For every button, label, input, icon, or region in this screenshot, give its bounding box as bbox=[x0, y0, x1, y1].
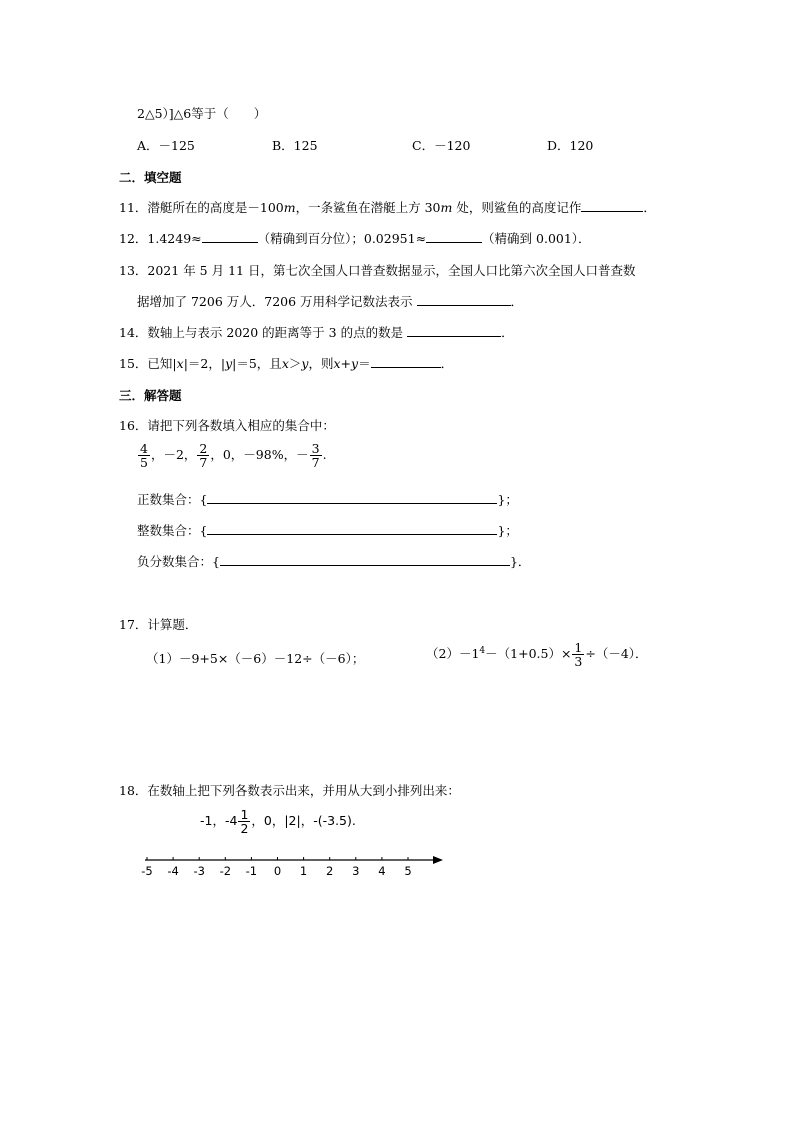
q15-var-y: y bbox=[225, 356, 233, 371]
q11-end: ． bbox=[643, 200, 656, 215]
q13-line1: 13．2021 年 5 月 11 日，第七次全国人口普查数据显示，全国人口比第六次全国人口普查数 bbox=[119, 263, 636, 278]
q16-integer-set bbox=[137, 521, 518, 539]
q16-f1-num: 4 bbox=[140, 441, 148, 456]
q13-answer-blank[interactable] bbox=[417, 292, 511, 306]
q13-end: ． bbox=[510, 294, 524, 309]
q12 bbox=[119, 229, 591, 247]
number-line-tick-label: 5 bbox=[404, 864, 412, 878]
q17-part2 bbox=[426, 641, 648, 668]
q12-text-c: （精确到 0.001）． bbox=[482, 231, 591, 246]
q14-text: 14．数轴上与表示 2020 的距离等于 3 的点的数是 bbox=[119, 325, 404, 340]
number-line-tick-label: 4 bbox=[378, 864, 386, 878]
q12-answer-blank-1[interactable] bbox=[202, 229, 258, 243]
q15-var-y3: y bbox=[351, 356, 359, 371]
number-line-tick-label: -1 bbox=[245, 864, 258, 878]
q16-integer-blank[interactable] bbox=[207, 521, 497, 535]
number-line-tick-label: 1 bbox=[299, 864, 308, 878]
number-line-tick-label: -3 bbox=[193, 864, 205, 878]
q15-eq: ＝ bbox=[358, 356, 371, 371]
number-line-tick-label: 2 bbox=[326, 864, 334, 878]
number-line-arrow-icon bbox=[433, 856, 443, 864]
q15-plus: + bbox=[340, 356, 352, 371]
q11 bbox=[119, 198, 656, 216]
q18-numbers bbox=[200, 808, 356, 835]
q17-p2-text-c: ÷（－4）． bbox=[585, 646, 648, 662]
q16-negative-fraction-close: }． bbox=[509, 554, 531, 569]
q14-end: ． bbox=[501, 325, 514, 340]
q16-sep-3: . bbox=[322, 447, 327, 463]
q11-unit-m2: m bbox=[440, 200, 453, 215]
q16-negative-fraction-set bbox=[137, 552, 530, 570]
number-line-tick-label: 3 bbox=[352, 864, 360, 878]
q12-text-b: （精确到百分位）；0.02951≈ bbox=[257, 231, 427, 246]
q14 bbox=[119, 323, 514, 341]
q16-numbers bbox=[137, 442, 327, 469]
q17-p2-text-a: （2）－1 bbox=[426, 646, 480, 662]
q17-prompt: 17．计算题． bbox=[119, 617, 198, 632]
q17-p2-fraction-1-3 bbox=[572, 641, 584, 668]
q18-frac-num: 1 bbox=[240, 807, 249, 822]
q16-f2-den: 7 bbox=[199, 455, 208, 471]
q14-answer-blank[interactable] bbox=[407, 323, 501, 337]
q12-answer-blank-2[interactable] bbox=[426, 229, 482, 243]
q17-p2-den: 3 bbox=[574, 654, 583, 670]
q15-text-d: ，则 bbox=[308, 356, 334, 371]
q16-positive-label: 正数集合：{ bbox=[137, 492, 208, 507]
q16-f1-den: 5 bbox=[140, 455, 148, 471]
q16-sep-1: ，－2， bbox=[150, 447, 197, 463]
number-line-tick-label: -2 bbox=[219, 864, 232, 878]
q16-sep-2: ，0，－98%，－ bbox=[210, 447, 309, 463]
q16-positive-blank[interactable] bbox=[207, 490, 497, 504]
q16-fraction-2-7 bbox=[197, 442, 209, 469]
number-line-tick-label: -4 bbox=[167, 864, 179, 878]
q13-text: 据增加了 7206 万人．7206 万用科学记数法表示 bbox=[137, 294, 413, 309]
q15-var-y2: y bbox=[301, 356, 309, 371]
q16-fraction-3-7 bbox=[310, 442, 322, 469]
q16-fraction-4-5 bbox=[138, 442, 150, 469]
q11-text-b: ，一条鲨鱼在潜艇上方 30 bbox=[295, 200, 441, 215]
number-line-tick-label: 0 bbox=[273, 864, 282, 878]
q16-integer-close: }； bbox=[497, 523, 518, 538]
q18-prompt: 18．在数轴上把下列各数表示出来，并用从大到小排列出来： bbox=[119, 783, 460, 798]
q10-option-c: C．－120 bbox=[412, 138, 471, 153]
q12-text-a: 12．1.4249≈ bbox=[119, 231, 202, 246]
q11-answer-blank[interactable] bbox=[581, 198, 643, 212]
q16-negative-fraction-label: 负分数集合：{ bbox=[137, 554, 220, 569]
q17-p2-num: 1 bbox=[574, 640, 583, 655]
q15 bbox=[119, 354, 453, 372]
q15-text-b: |＝2，| bbox=[183, 356, 226, 371]
q10-option-d: D．120 bbox=[547, 138, 594, 153]
q18-fraction-1-2 bbox=[238, 808, 250, 835]
q16-integer-label: 整数集合：{ bbox=[137, 523, 208, 538]
q15-var-x: x bbox=[176, 356, 184, 371]
q17-p2-text-b: －（1+0.5）× bbox=[485, 646, 572, 662]
q10-tail: 2△5）]△6等于（ ） bbox=[137, 106, 267, 121]
q15-var-x2: x bbox=[281, 356, 289, 371]
q17-part1: （1）－9+5×（－6）－12÷（－6）； bbox=[146, 651, 365, 666]
q16-f3-num: 3 bbox=[311, 441, 320, 456]
q18-frac-den: 2 bbox=[240, 821, 249, 837]
q11-text-a: 11．潜艇所在的高度是－100 bbox=[119, 200, 284, 215]
q15-var-x3: x bbox=[333, 356, 341, 371]
q18-text-b: ，0，|2|，-(-3.5). bbox=[251, 813, 356, 829]
q16-f3-den: 7 bbox=[311, 455, 320, 471]
q17-p2-exponent: 4 bbox=[479, 645, 486, 656]
q16-positive-close: }； bbox=[497, 492, 518, 507]
number-line-tick-label: -5 bbox=[141, 864, 153, 878]
q10-option-a: A．－125 bbox=[137, 138, 195, 153]
q10-option-b: B．125 bbox=[272, 138, 318, 153]
q15-end: ． bbox=[440, 356, 454, 371]
q16-f2-num: 2 bbox=[199, 441, 208, 456]
q11-unit-m: m bbox=[283, 200, 296, 215]
q15-gt: ＞ bbox=[288, 356, 302, 371]
q16-negative-fraction-blank[interactable] bbox=[220, 552, 510, 566]
q16-positive-set bbox=[137, 490, 518, 508]
q11-text-c: 处，则鲨鱼的高度记作 bbox=[452, 200, 582, 215]
q15-answer-blank[interactable] bbox=[371, 354, 441, 368]
section-solve-title: 三．解答题 bbox=[119, 388, 182, 403]
q13-line2 bbox=[137, 292, 523, 310]
q15-text-c: |＝5，且 bbox=[232, 356, 282, 371]
section-fill-in-title: 二．填空题 bbox=[119, 170, 182, 185]
q16-prompt: 16．请把下列各数填入相应的集合中： bbox=[119, 418, 335, 433]
q18-text-a: -1，-4 bbox=[200, 813, 238, 829]
q15-text-a: 15．已知| bbox=[119, 356, 177, 371]
